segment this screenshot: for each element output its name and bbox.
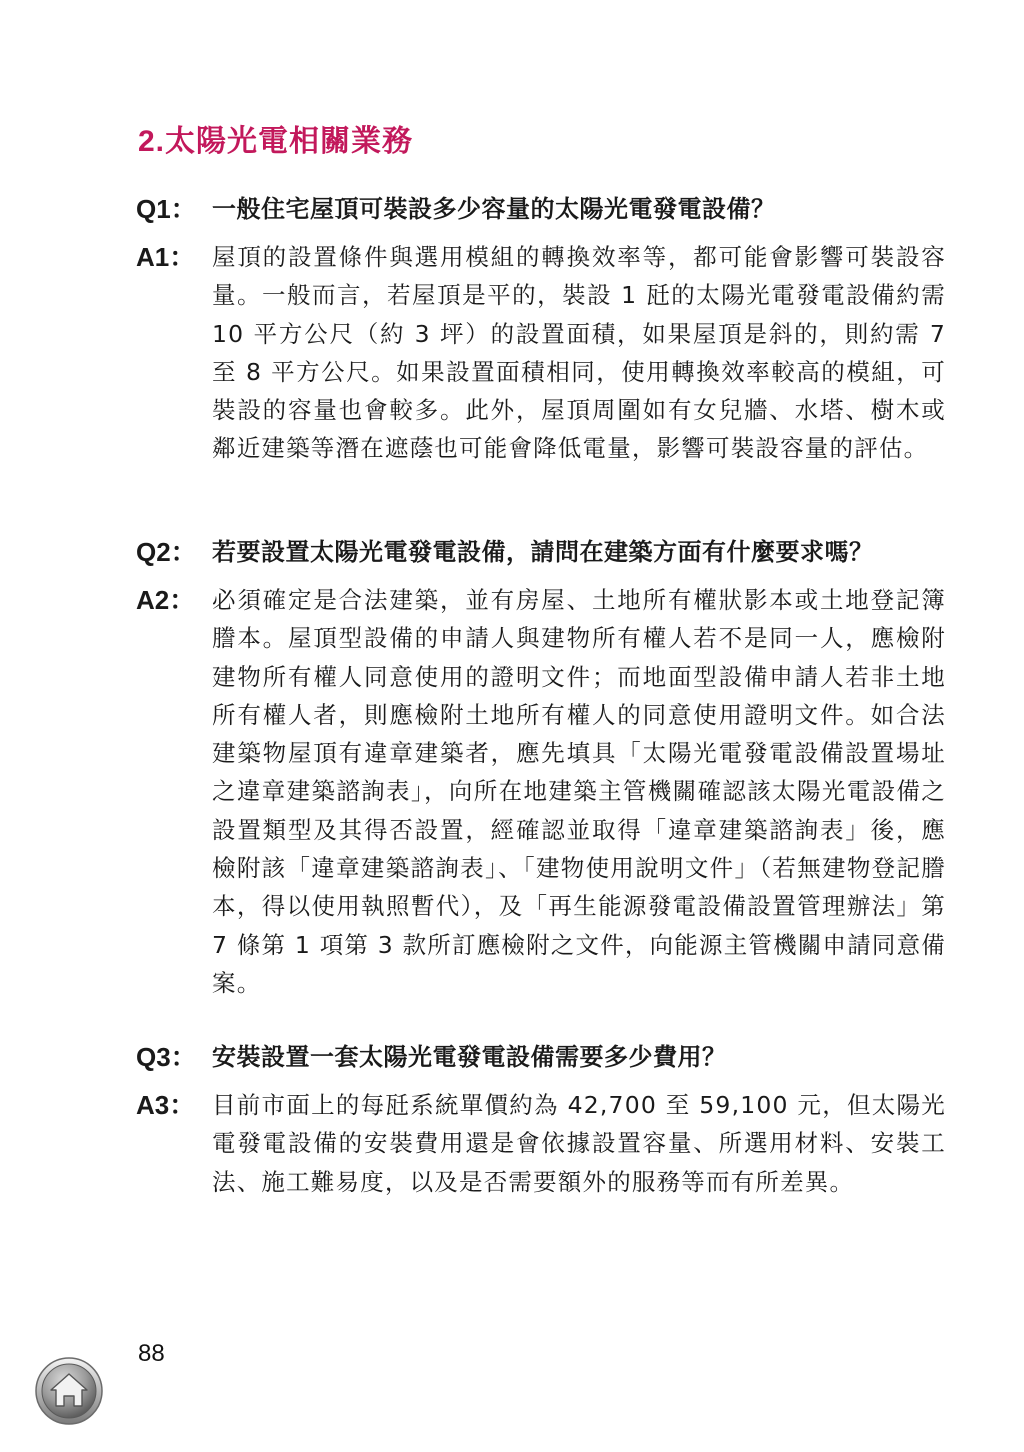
answer-text: 屋頂的設置條件與選用模組的轉換效率等，都可能會影響可裝設容量。一般而言，若屋頂是平的，裝設 1 瓩的太陽光電發電設備約需 10 平方公尺（約 3 坪）的設置面積，如果屋頂是斜的，則約需 7 至 8 平方公尺。如果設置面積相同，使用轉換效率較高的模組，可裝設的容量也會較多。此外，屋頂周圍如有女兒牆、水塔、樹木或鄰近建築等潛在遮蔭也可能會降低電量，影響可裝設容量的評估。 [212, 243, 946, 463]
question-label: Q2： [136, 537, 197, 567]
question-row [136, 190, 946, 228]
question-text: 安裝設置一套太陽光電發電設備需要多少費用？ [212, 1043, 727, 1071]
answer-label: A1： [136, 242, 196, 272]
qa-item-1 [136, 190, 946, 468]
answer-row [136, 238, 946, 468]
question-text: 一般住宅屋頂可裝設多少容量的太陽光電發電設備？ [212, 195, 776, 223]
home-icon [34, 1356, 104, 1426]
question-label: Q1： [136, 194, 197, 224]
answer-label: A2： [136, 585, 196, 615]
question-row [136, 1038, 946, 1076]
answer-text: 必須確定是合法建築，並有房屋、土地所有權狀影本或土地登記簿謄本。屋頂型設備的申請人與建物所有權人若不是同一人，應檢附建物所有權人同意使用的證明文件；而地面型設備申請人若非土地所有權人者，則應檢附土地所有權人的同意使用證明文件。如合法建築物屋頂有違章建築者，應先填具「太陽光電發電設備設置場址之違章建築諮詢表」，向所在地建築主管機關確認該太陽光電設備之設置類型及其得否設置，經確認並取得「違章建築諮詢表」後，應檢附該「違章建築諮詢表」、「建物使用說明文件」（若無建物登記謄本，得以使用執照暫代），及「再生能源發電設備設置管理辦法」第 7 條第 1 項第 3 款所訂應檢附之文件，向能源主管機關申請同意備案。 [212, 586, 947, 997]
answer-text: 目前市面上的每瓩系統單價約為 42,700 至 59,100 元，但太陽光電發電設備的安裝費用還是會依據設置容量、所選用材料、安裝工法、施工難易度，以及是否需要額外的服務等而有所差異。 [212, 1091, 946, 1196]
answer-label: A3： [136, 1090, 196, 1120]
qa-item-2 [136, 533, 946, 1002]
qa-item-3 [136, 1038, 946, 1201]
answer-row [136, 581, 946, 1002]
page-number: 88 [138, 1340, 165, 1367]
question-row [136, 533, 946, 571]
home-button[interactable] [34, 1356, 104, 1426]
answer-row [136, 1086, 946, 1201]
question-label: Q3： [136, 1042, 197, 1072]
section-title: 2.太陽光電相關業務 [138, 125, 414, 158]
question-text: 若要設置太陽光電發電設備，請問在建築方面有什麼要求嗎？ [212, 538, 874, 566]
